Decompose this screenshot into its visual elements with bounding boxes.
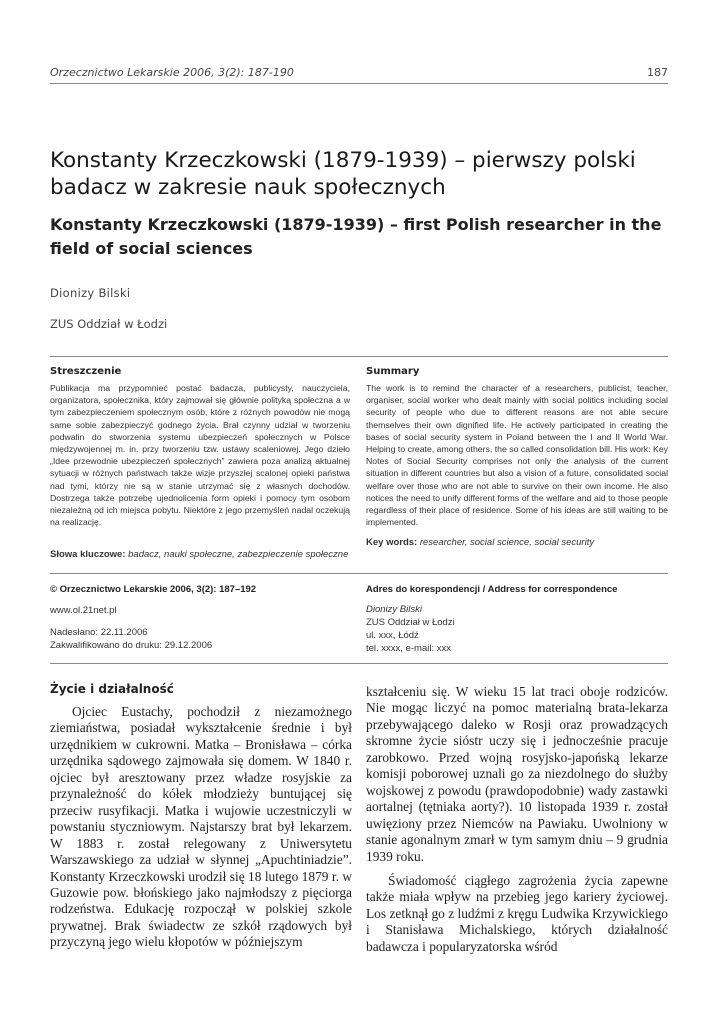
body-top-divider	[50, 663, 668, 664]
title-english: Konstanty Krzeczkowski (1879-1939) – first Polish researcher in the field of social sciences	[50, 215, 662, 258]
keywords-pl-label: Słowa kluczowe:	[50, 549, 126, 560]
body-paragraph: kształceniu się. W wieku 15 lat traci oboje rodziców. Nie mogąc liczyć na pomoc materialną brata-lekarza przebywającego daleko w Rosji oraz prowadzących skromne życie sióstr uczy się i jednocześnie pracuje zarobkowo. Przed wojną rosyjsko-japońską lekarze komisji poborowej uznali go za niezdolnego do służby wojskowej z powodu (prawdopodobnie) wady zastawki aortalnej (tętniaka aorty?). 10 listopada 1939 r. został uwięziony przez Niemców na Pawiaku. Uwolniony w stanie agonalnym zmarł w tym samym dniu – 9 grudnia 1939 roku.	[366, 684, 668, 864]
keywords-pl	[50, 549, 350, 560]
title-polish: Konstanty Krzeczkowski (1879-1939) – pierwszy polski badacz w zakresie nauk społecznych	[50, 148, 636, 200]
running-header-journal: Orzecznictwo Lekarskie 2006, 3(2): 187-190	[50, 66, 294, 79]
info-top-divider	[50, 573, 668, 574]
section-heading: Życie i działalność	[50, 682, 174, 696]
correspondence-contact: tel. xxxx, e-mail: xxx	[366, 643, 451, 654]
keywords-en-label: Key words:	[366, 537, 418, 548]
correspondence-heading: Adres do korespondencji / Address for correspondence	[366, 584, 618, 595]
body-column-right	[366, 684, 668, 955]
abstract-en-text: The work is to remind the character of a researchers, publicist, teacher, organiser, social worker who dealt mainly with social politics including social security of people who due to different reasons are not able secure themselves their own dignified life. He actively participated in creating the bases of social security system in Poland between the I and II World War. Helping to create, among others, the so called consolidation bill. His work: Key Notes of Social Security comprises not only the analysis of the current situation in different countries but also a vision of a future, consolidated social welfare over those who are not able to survive on their own income. He also notices the need to unify different forms of the welfare and aid to those people regardless of their place of residence. Some of his ideas are still waiting to be implemented.	[366, 383, 668, 528]
copyright-line: © Orzecznictwo Lekarskie 2006, 3(2): 187–192	[50, 584, 257, 595]
body-paragraph: Ojciec Eustachy, pochodził z niezamożnego ziemiaństwa, posiadał wykształcenie średnie i był urzędnikiem w cukrowni. Matka – Bronisława – córka urzędnika sądowego zajmowała się domem. W 1840 r. ojciec był aresztowany przez władze rosyjskie za przynależność do kółek młodzieży buntującej się przeciw rusyfikacji. Matka i wujowie uczestniczyli w powstaniu styczniowym. Najstarszy brat był lekarzem. W 1883 r. został relegowany z Uniwersytetu Warszawskiego za udział w słynnej „Apuchtiniadzie”. Konstanty Krzeczkowski urodził się 18 lutego 1879 r. w Guzowie pow. błońskiego jako najmłodszy z pięciorga rodzeństwa. Edukację rozpoczął w polskiej szkole prywatnej. Brak świadectw ze szkół rządowych był przyczyną jego wielu kłopotów w późniejszym	[50, 704, 352, 950]
author-affiliation: ZUS Oddział w Łodzi	[50, 317, 168, 331]
correspondence-name: Dionizy Bilski	[366, 604, 422, 615]
keywords-en	[366, 537, 668, 548]
keywords-pl-values: badacz, nauki społeczne, zabezpieczenie społeczne	[128, 549, 349, 560]
correspondence-street: ul. xxx, Łódź	[366, 630, 419, 641]
correspondence-org: ZUS Oddział w Łodzi	[366, 617, 455, 628]
abstract-en-heading: Summary	[366, 366, 420, 377]
body-column-left	[50, 704, 352, 951]
author-name: Dionizy Bilski	[50, 286, 131, 300]
body-paragraph: Świadomość ciągłego zagrożenia życia zapewne także miała wpływ na przebieg jego kariery życiowej. Los zetknął go z ludźmi z kręgu Ludwika Krzywickiego i Stanisława Michalskiego, których działalność badawcza i popularyzatorska wśród	[366, 872, 668, 954]
abstract-pl-text: Publikacja ma przypomnieć postać badacza, publicysty, nauczyciela, organizatora, społecznika, który zajmował się głównie polityką społeczna a w tym zabezpieczeniem społecznym osób, które z różnych powodów nie mogą same sobie zabezpieczyć godnego życia. Brał czynny udział w tworzeniu podwalin do stworzenia systemu ubezpieczeń społecznych w Polsce międzywojennej m. in. przy tworzeniu tzw. ustawy scaleniowej. Jego dzieło „Idee przewodnie ubezpieczeń społecznych” zawiera poza analizą aktualnej sytuacji w różnych państwach także wizje przyszłej scalonej opieki państwa nad tymi, którzy nie są w stanie utrzymać się z własnych dochodów. Dostrzega także potrzebę ujednolicenia form opieki i pomocy tym osobom niezależną od ich miejsca pobytu. Niektóre z jego przemyśleń nadal oczekują na realizację.	[50, 383, 350, 528]
received-date: Nadesłano: 22.11.2006	[50, 627, 148, 638]
abstract-top-divider	[50, 356, 668, 357]
page-number: 187	[647, 66, 668, 79]
accepted-date: Zakwalifikowano do druku: 29.12.2006	[50, 640, 213, 651]
journal-website[interactable]: www.ol.21net.pl	[50, 605, 117, 616]
abstract-pl-heading: Streszczenie	[50, 366, 122, 377]
keywords-en-values: researcher, social science, social security	[419, 537, 595, 548]
header-divider	[50, 83, 668, 84]
